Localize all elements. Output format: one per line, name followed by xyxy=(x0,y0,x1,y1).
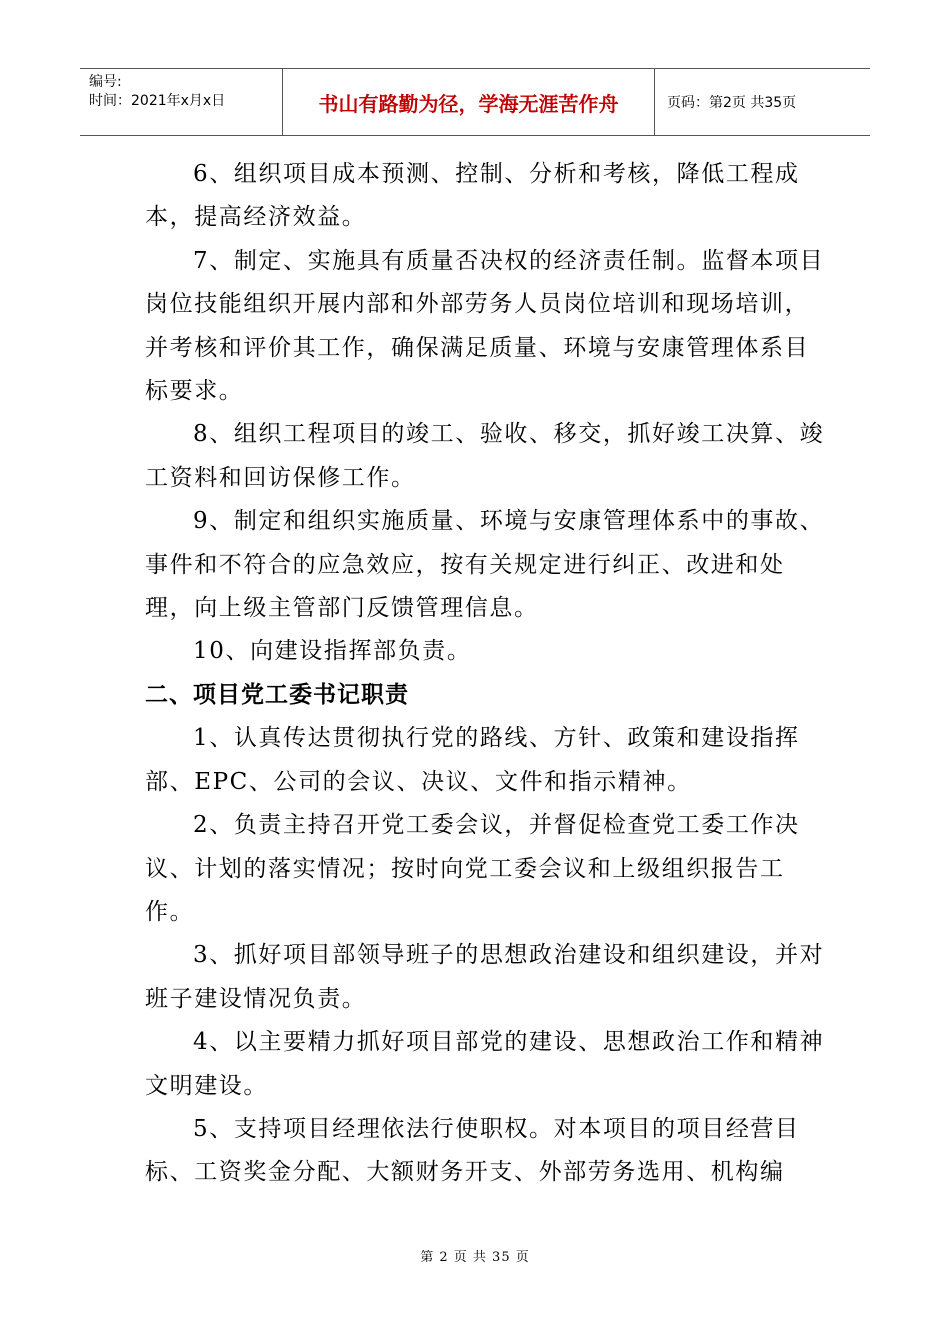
paragraph: 8、组织工程项目的竣工、验收、移交，抓好竣工决算、竣工资料和回访保修工作。 xyxy=(145,421,825,491)
header-info xyxy=(80,69,283,135)
header-page-info: 页码：第2页 共35页 xyxy=(667,95,797,111)
page-footer: 第 2 页 共 35 页 xyxy=(420,1250,530,1265)
code-label: 编号: xyxy=(89,74,122,90)
paragraph: 4、以主要精力抓好项目部党的建设、思想政治工作和精神文明建设。 xyxy=(145,1029,825,1099)
paragraph: 9、制定和组织实施质量、环境与安康管理体系中的事故、事件和不符合的应急效应，按有关规定进行纠正、改进和处理，向上级主管部门反馈管理信息。 xyxy=(145,508,825,622)
section-heading: 二、项目党工委书记职责 xyxy=(145,681,409,708)
paragraph: 6、组织项目成本预测、控制、分析和考核，降低工程成本，提高经济效益。 xyxy=(145,161,800,231)
paragraph: 2、负责主持召开党工委会议，并督促检查党工委工作决议、计划的落实情况；按时向党工委会议和上级组织报告工作。 xyxy=(145,812,800,925)
paragraph: 1、认真传达贯彻执行党的路线、方针、政策和建设指挥部、EPC、公司的会议、决议、文件和指示精神。 xyxy=(145,725,800,795)
paragraph: 3、抓好项目部领导班子的思想政治建设和组织建设，并对班子建设情况负责。 xyxy=(145,942,825,1012)
document-body xyxy=(145,153,825,1195)
paragraph: 7、制定、实施具有质量否决权的经济责任制。监督本项目岗位技能组织开展内部和外部劳务人员岗位培训和现场培训，并考核和评价其工作，确保满足质量、环境与安康管理体系目标要求。 xyxy=(145,247,825,405)
date-label: 时间：2021年x月x日 xyxy=(89,93,226,109)
paragraph: 5、支持项目经理依法行使职权。对本项目的项目经营目标、工资奖金分配、大额财务开支、外部劳务选用、机构编 xyxy=(145,1115,800,1186)
page-header xyxy=(80,68,870,136)
paragraph: 10、向建设指挥部负责。 xyxy=(193,638,472,665)
header-motto: 书山有路勤为径，学海无涯苦作舟 xyxy=(283,69,655,135)
